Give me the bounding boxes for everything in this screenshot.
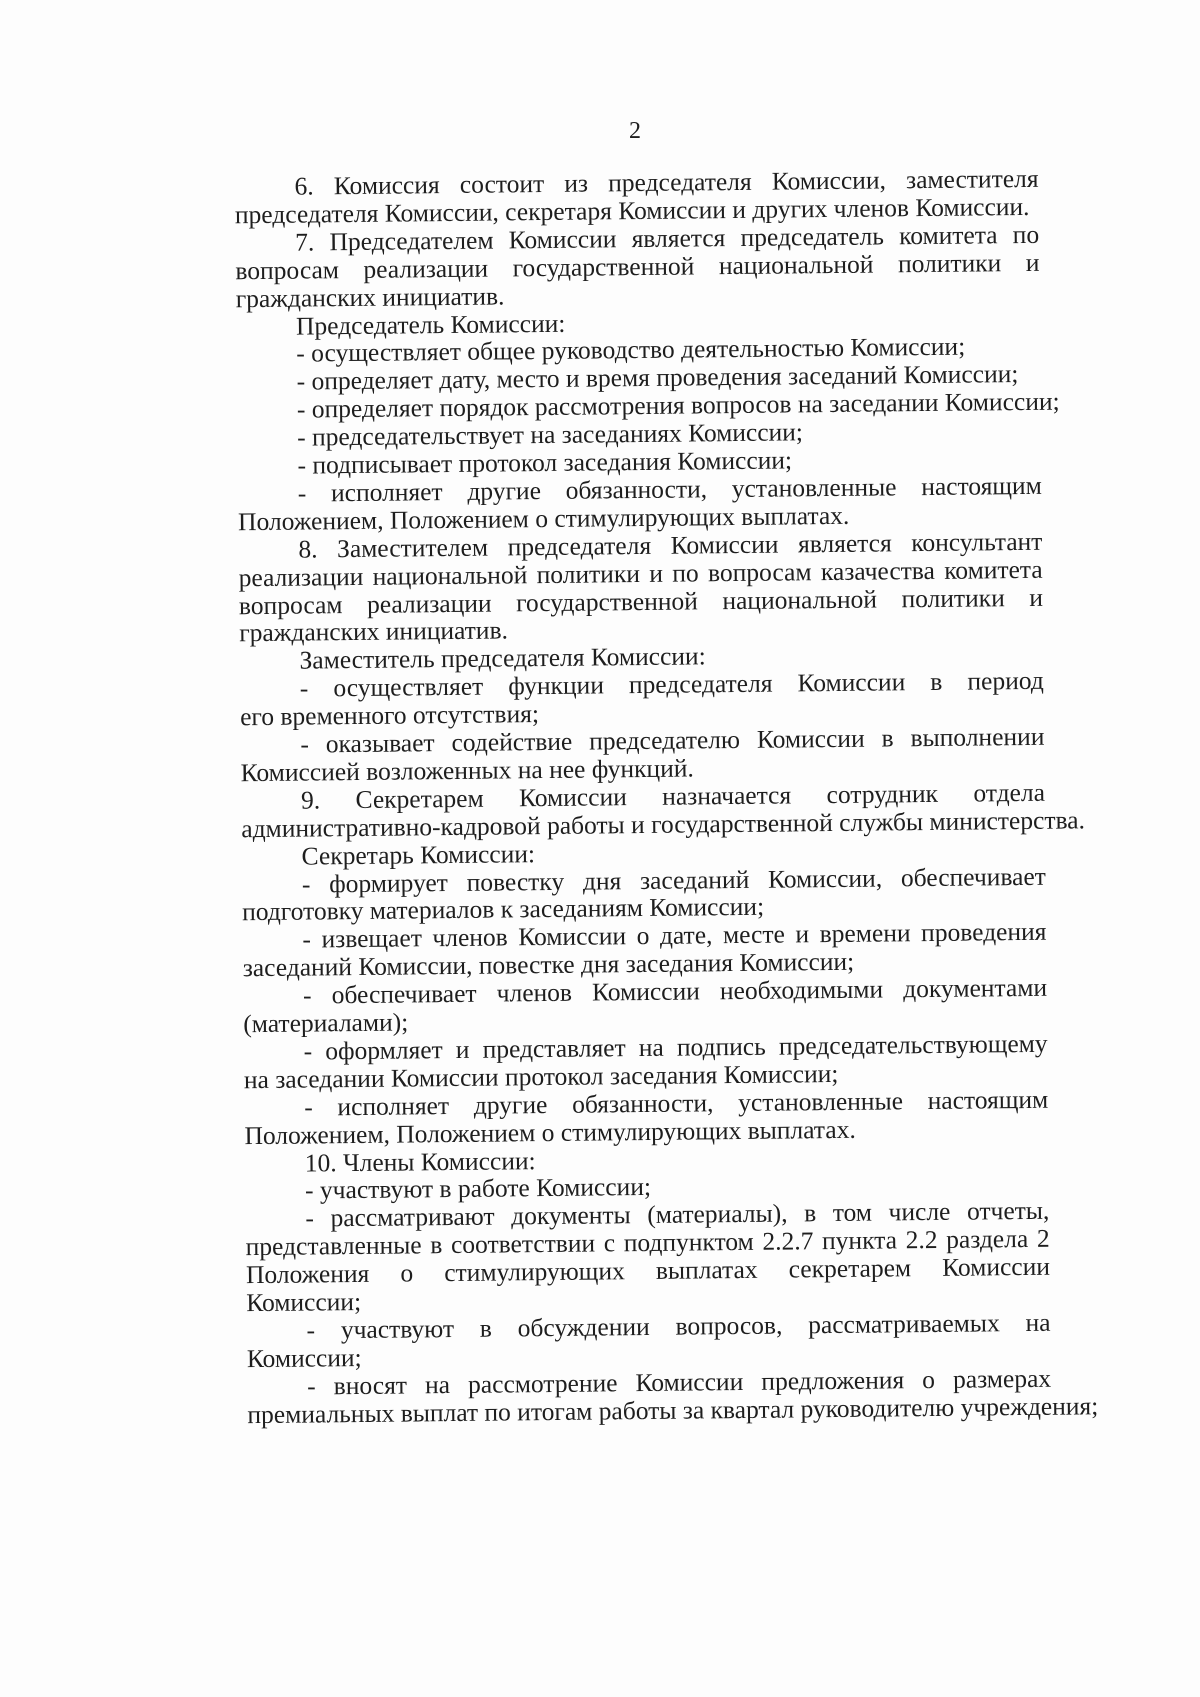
document-body xyxy=(0,154,1200,1566)
page-number: 2 xyxy=(629,118,641,144)
text-line: Заместитель председателя Комиссии: xyxy=(299,641,706,675)
text-line: - рассматривают документы (материалы), в том числе отчеты, xyxy=(305,1196,1050,1233)
text-line: 10. Члены Комиссии: xyxy=(304,1145,536,1178)
text-line: 6. Комиссия состоит из председателя Комиссии, заместителя xyxy=(294,163,1039,201)
text-line: Секретарь Комиссии: xyxy=(301,838,536,871)
text-line: (материалами); xyxy=(243,1007,409,1039)
text-line: - вносят на рассмотрение Комиссии предложения о размерах xyxy=(306,1363,1052,1401)
text-line: Положением, Положением о стимулирующих выплатах. xyxy=(244,1114,856,1150)
text-line: Председатель Комиссии: xyxy=(295,308,566,341)
text-line: заседаний Комиссии, повестке дня заседания Комиссии; xyxy=(242,946,855,983)
text-line: Комиссии; xyxy=(246,1342,362,1373)
text-line: Положением, Положением о стимулирующих выплатах. xyxy=(237,500,850,537)
text-line: - исполняет другие обязанности, установленные настоящим xyxy=(297,470,1042,508)
text-line: вопросам реализации государственной национальной политики и xyxy=(238,582,1044,620)
text-line: - председательствует на заседаниях Комиссии; xyxy=(297,417,804,452)
text-line: гражданских инициатив. xyxy=(239,615,509,648)
text-line: премиальных выплат по итогам работы за квартал руководителю учреждения; xyxy=(247,1390,1099,1429)
text-line: на заседании Комиссии протокол заседания Комиссии; xyxy=(243,1058,839,1094)
text-line: - определяет дату, место и время проведения заседаний Комиссии; xyxy=(296,359,1019,396)
text-line: - обеспечивает членов Комиссии необходимыми документами xyxy=(302,972,1048,1010)
text-line: вопросам реализации государственной национальной политики и xyxy=(235,247,1040,285)
text-line: председателя Комиссии, секретаря Комиссии и других членов Комиссии. xyxy=(234,191,1030,230)
text-line: 8. Заместителем председателя Комиссии является консультант xyxy=(298,526,1043,564)
text-line: его временного отсутствия; xyxy=(239,699,540,732)
text-line: - участвуют в работе Комиссии; xyxy=(304,1172,652,1205)
text-line: - подписывает протокол заседания Комиссии; xyxy=(297,445,793,480)
text-line: Положения о стимулирующих выплатах секретарем Комиссии xyxy=(245,1251,1051,1290)
text-line: гражданских инициатив. xyxy=(235,281,505,313)
text-line: - участвуют в обсуждении вопросов, рассматриваемых на xyxy=(306,1307,1051,1345)
text-line: - исполняет другие обязанности, установленные настоящим xyxy=(304,1084,1049,1122)
text-line: - определяет порядок рассмотрения вопросов на заседании Комиссии; xyxy=(296,386,1060,424)
text-line: реализации национальной политики и по вопросам казачества комитета xyxy=(238,554,1043,592)
text-line: представленные в соответствии с подпунктом 2.2.7 пункта 2.2 раздела 2 xyxy=(245,1223,1050,1262)
text-line: Комиссией возложенных на нее функций. xyxy=(240,753,694,788)
text-line: - оформляет и представляет на подпись председательствующему xyxy=(303,1028,1048,1066)
text-line: - осуществляет функции председателя Комиссии в период xyxy=(299,665,1044,703)
text-line: 7. Председателем Комиссии является председатель комитета по xyxy=(295,219,1040,257)
text-line: - оказывает содействие председателю Комиссии в выполнении xyxy=(300,721,1045,759)
text-line: Комиссии; xyxy=(246,1286,362,1318)
text-line: подготовку материалов к заседаниям Комиссии; xyxy=(242,892,765,927)
text-line: - осуществляет общее руководство деятельностью Комиссии; xyxy=(296,331,966,368)
text-line: - формирует повестку дня заседаний Комиссии, обеспечивает xyxy=(301,861,1046,899)
text-line: административно-кадровой работы и государственной службы министерства. xyxy=(241,805,1086,843)
text-line: 9. Секретарем Комиссии назначается сотрудник отдела xyxy=(300,777,1046,815)
text-line: - извещает членов Комиссии о дате, месте и времени проведения xyxy=(302,917,1047,954)
